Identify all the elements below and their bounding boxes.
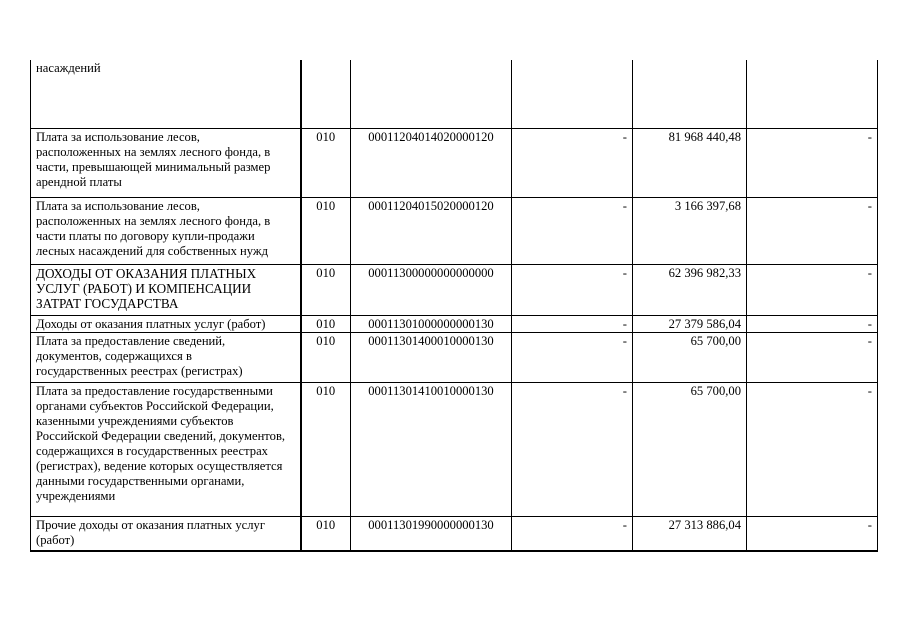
amount-cell: -	[512, 382, 633, 516]
row-name-line: (регистрах), ведение которых осуществляется	[36, 458, 283, 473]
row-name-line: учреждениями	[36, 488, 116, 503]
amount-cell: 65 700,00	[633, 382, 747, 516]
line-code-cell: 010	[301, 128, 351, 197]
amount-cell: 3 166 397,68	[633, 197, 747, 264]
row-name-line: Плата за использование лесов,	[36, 129, 200, 144]
amount-cell: -	[512, 128, 633, 197]
line-code-cell: 010	[301, 382, 351, 516]
income-code-cell: 00011301990000000130	[351, 516, 512, 551]
row-name-cell	[31, 382, 301, 516]
row-name-line: органами субъектов Российской Федерации,	[36, 398, 274, 413]
income-code-cell: 00011301410010000130	[351, 382, 512, 516]
row-name-line: насаждений	[36, 61, 101, 75]
line-code-cell: 010	[301, 332, 351, 382]
table-row	[31, 315, 878, 332]
amount-cell	[747, 60, 878, 128]
income-code-cell: 00011301400010000130	[351, 332, 512, 382]
amount-cell	[633, 60, 747, 128]
row-name-cell	[31, 128, 301, 197]
amount-cell: 62 396 982,33	[633, 264, 747, 315]
row-name-line: части, превышающей минимальный размер	[36, 159, 271, 174]
row-name-line: Доходы от оказания платных услуг (работ)	[36, 316, 266, 331]
row-name-line: содержащихся в государственных реестрах	[36, 443, 268, 458]
amount-cell: 81 968 440,48	[633, 128, 747, 197]
line-code-cell: 010	[301, 315, 351, 332]
table-row	[31, 128, 878, 197]
amount-cell: 27 379 586,04	[633, 315, 747, 332]
income-code-cell: 00011204014020000120	[351, 128, 512, 197]
amount-cell: -	[512, 315, 633, 332]
amount-cell: -	[512, 264, 633, 315]
row-name-cell	[31, 315, 301, 332]
row-name-line: Плата за предоставление государственными	[36, 383, 273, 398]
row-name-line: документов, содержащихся в	[36, 348, 192, 363]
row-name-cell	[31, 60, 301, 128]
amount-cell: -	[747, 332, 878, 382]
line-code-cell: 010	[301, 516, 351, 551]
amount-cell: -	[512, 332, 633, 382]
row-name-line: государственных реестрах (регистрах)	[36, 363, 243, 378]
row-name-line: данными государственными органами,	[36, 473, 245, 488]
row-name-cell	[31, 264, 301, 315]
table-row	[31, 60, 878, 128]
row-name-line: ДОХОДЫ ОТ ОКАЗАНИЯ ПЛАТНЫХ	[36, 265, 257, 281]
row-name-line: Плата за использование лесов,	[36, 198, 200, 213]
row-name-line: УСЛУГ (РАБОТ) И КОМПЕНСАЦИИ	[36, 280, 252, 296]
row-name-line: арендной платы	[36, 174, 122, 189]
row-name-line: Прочие доходы от оказания платных услуг	[36, 517, 265, 532]
amount-cell: -	[747, 197, 878, 264]
amount-cell: -	[747, 315, 878, 332]
report-table-body	[31, 60, 878, 551]
income-code-cell: 00011301000000000130	[351, 315, 512, 332]
amount-cell: 65 700,00	[633, 332, 747, 382]
table-row	[31, 382, 878, 516]
amount-cell: -	[747, 264, 878, 315]
amount-cell: 27 313 886,04	[633, 516, 747, 551]
amount-cell: -	[747, 128, 878, 197]
income-code-cell: 00011204015020000120	[351, 197, 512, 264]
row-name-cell	[31, 516, 301, 551]
row-name-line: части платы по договору купли-продажи	[36, 228, 255, 243]
row-name-cell	[31, 332, 301, 382]
row-name-line: (работ)	[36, 532, 75, 547]
row-name-line: расположенных на землях лесного фонда, в	[36, 144, 271, 159]
amount-cell	[512, 60, 633, 128]
table-row	[31, 332, 878, 382]
row-name-cell	[31, 197, 301, 264]
table-row	[31, 516, 878, 551]
row-name-line: Российской Федерации сведений, документов,	[36, 428, 286, 443]
income-code-cell	[351, 60, 512, 128]
line-code-cell: 010	[301, 197, 351, 264]
line-code-cell: 010	[301, 264, 351, 315]
table-row	[31, 197, 878, 264]
row-name-line: лесных насаждений для собственных нужд	[36, 243, 269, 258]
row-name-line: расположенных на землях лесного фонда, в	[36, 213, 271, 228]
report-table	[30, 60, 878, 552]
row-name-line: ЗАТРАТ ГОСУДАРСТВА	[36, 295, 179, 311]
income-code-cell: 00011300000000000000	[351, 264, 512, 315]
row-name-line: Плата за предоставление сведений,	[36, 333, 226, 348]
amount-cell: -	[747, 382, 878, 516]
table-row	[31, 264, 878, 315]
line-code-cell	[301, 60, 351, 128]
amount-cell: -	[747, 516, 878, 551]
amount-cell: -	[512, 516, 633, 551]
amount-cell: -	[512, 197, 633, 264]
row-name-line: казенными учреждениями субъектов	[36, 413, 234, 428]
